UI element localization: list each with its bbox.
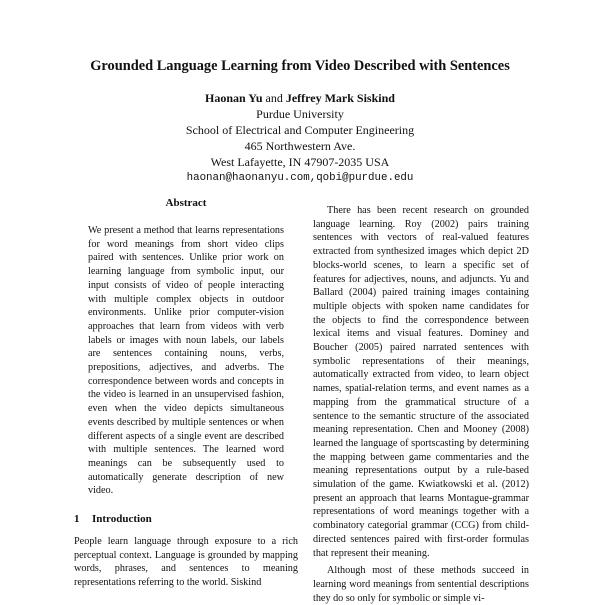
- author-2: Jeffrey Mark Siskind: [285, 91, 395, 105]
- author-block: [0, 90, 600, 186]
- left-column: [74, 196, 298, 590]
- abstract-text: We present a method that learns representations for word meanings from short video clips paired with sentences. Unlike prior work on learning language from symbolic input, our input consists of video of people interacting with multiple complex objects in outdoor environments. Unlike prior computer-vision approaches that learn from videos with verb labels or images with noun labels, our labels are sentences containing nouns, verbs, prepositions, adjectives, and adverbs. The correspondence between words and concepts in the video is learned in an unsupervised fashion, even when the video depicts simultaneous events described by multiple sentences or when different aspects of a single event are described with multiple sentences. The learned word meanings can be subsequently used to automatically generate description of new video.: [88, 225, 284, 497]
- author-names: [0, 90, 600, 106]
- paper-title: Grounded Language Learning from Video Described with Sentences: [90, 58, 510, 74]
- section-title: Introduction: [92, 513, 152, 526]
- section-number: 1: [74, 513, 80, 526]
- address-street: 465 Northwestern Ave.: [244, 139, 356, 153]
- address-city: West Lafayette, IN 47907-2035 USA: [210, 155, 390, 169]
- abstract-heading: Abstract: [165, 197, 207, 209]
- affiliation-school: School of Electrical and Computer Engineering: [185, 123, 415, 137]
- related-work-paragraph: There has been recent research on grounded language learning. Roy (2002) pairs training sentences with vectors of real-valued features extracted from synthesized images which depict 2D blocks-world scenes, to learn a specific set of features for adjectives, nouns, and adjuncts. Yu and Ballard (2004) paired training images containing multiple objects with spoken name candidates for the objects to find the correspondence between lexical items and visual features. Dominey and Boucher (2005) paired narrated sentences with symbolic representations of their meanings, automatically extracted from video, to learn object names, spatial-relation terms, and event names as a mapping from the grammatical structure of a sentence to the semantic structure of the associated meaning representation. Chen and Mooney (2008) learned the language of sportscasting by determining the mapping between game commentaries and the meaning representations output by a rule-based simulation of the game. Kwiatkowski et al. (2012) present an approach that learns Montague-grammar representations of word meanings together with a combinatory categorial grammar (CCG) from child-directed sentences paired with first-order formulas that represent their meaning.: [313, 205, 529, 559]
- affiliation-university: Purdue University: [256, 107, 344, 121]
- section-heading-introduction: [74, 512, 298, 526]
- continuation-paragraph: Although most of these methods succeed in learning word meanings from sentential descriptions they do so only for symbolic or simple vi-: [313, 565, 529, 604]
- right-column: [313, 204, 529, 605]
- introduction-text: People learn language through exposure to a rich perceptual context. Language is grounded by mapping words, phrases, and sentences to meaning representations referring to the world. Siskind: [74, 536, 298, 589]
- author-and: and: [265, 91, 283, 105]
- author-1: Haonan Yu: [205, 91, 263, 105]
- author-emails[interactable]: haonan@haonanyu.com,qobi@purdue.edu: [186, 172, 414, 184]
